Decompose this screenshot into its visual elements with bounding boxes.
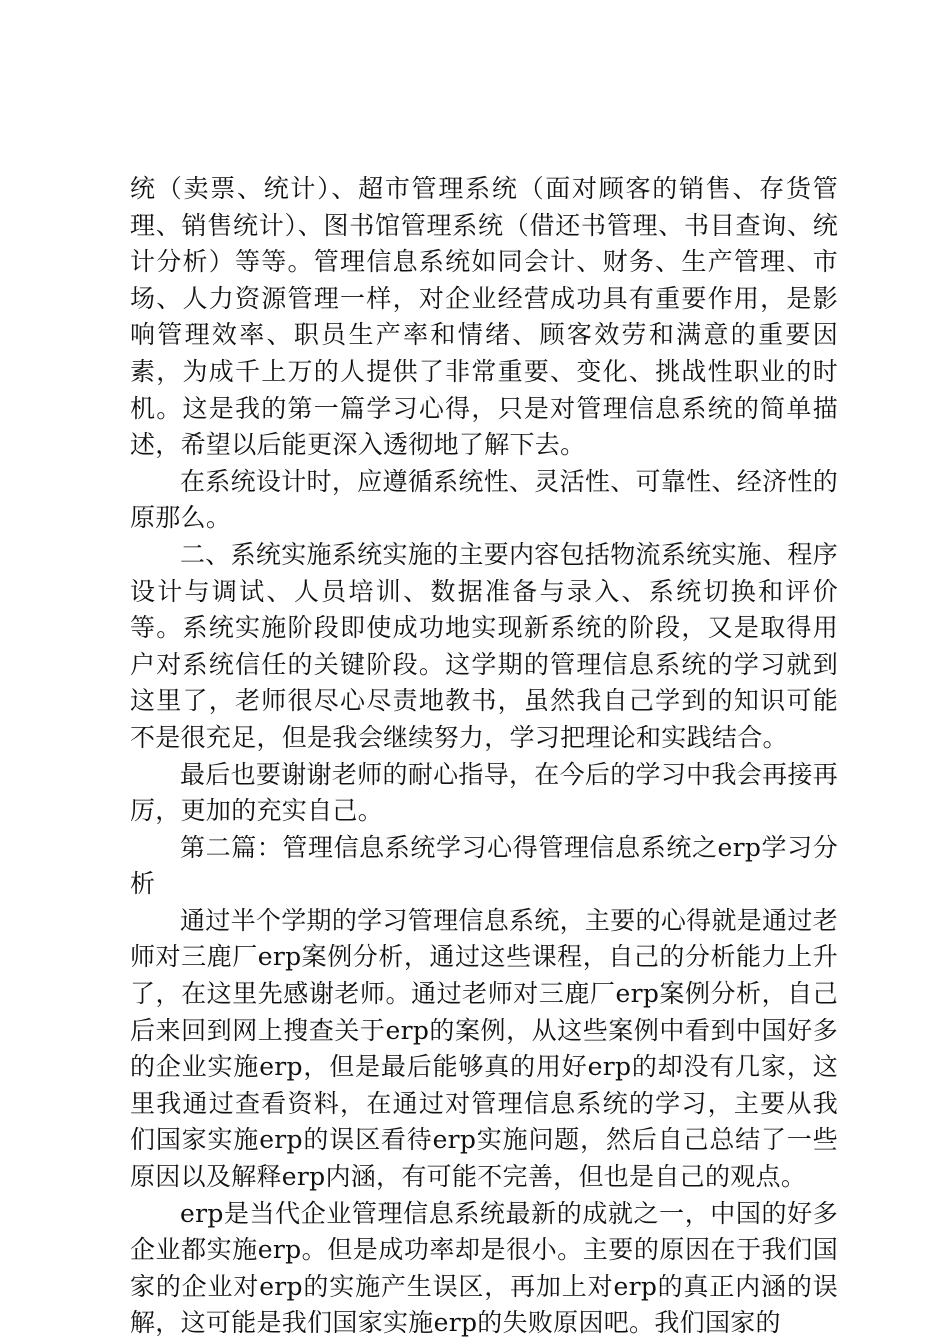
paragraph-erp-case-study: 通过半个学期的学习管理信息系统，主要的心得就是通过老师对三鹿厂erp案例分析，通过这些课程，自己的分析能力上升了，在这里先感谢老师。通过老师对三鹿厂erp案例分析，自己后来回到网上搜查关于erp的案例，从这些案例中看到中国好多的企业实施erp，但是最后能够真的用好erp的却没有几家，这里我通过查看资料，在通过对管理信息系统的学习，主要从我们国家实施erp的误区看待erp实施问题，然后自己总结了一些原因以及解释erp内涵，有可能不完善，但也是自己的观点。 xyxy=(130,905,838,1192)
paragraph-system-implementation: 二、系统实施系统实施的主要内容包括物流系统实施、程序设计与调试、人员培训、数据准备与录入、系统切换和评价等。系统实施阶段即使成功地实现新系统的阶段，又是取得用户对系统信任的关键阶段。这学期的管理信息系统的学习就到这里了，老师很尽心尽责地教书，虽然我自己学到的知识可能不是很充足，但是我会继续努力，学习把理论和实践结合。 xyxy=(130,539,838,752)
section-heading-part-two: 第二篇：管理信息系统学习心得管理信息系统之erp学习分析 xyxy=(130,832,838,899)
paragraph-system-examples: 统（卖票、统计）、超市管理系统（面对顾客的销售、存货管理、销售统计）、图书馆管理系统（借还书管理、书目查询、统计分析）等等。管理信息系统如同会计、财务、生产管理、市场、人力资源管理一样，对企业经营成功具有重要作用，是影响管理效率、职员生产率和情绪、顾客效劳和满意的重要因素，为成千上万的人提供了非常重要、变化、挑战性职业的时机。这是我的第一篇学习心得，只是对管理信息系统的简单描述，希望以后能更深入透彻地了解下去。 xyxy=(130,174,838,460)
paragraph-erp-definition: erp是当代企业管理信息系统最新的成就之一，中国的好多企业都实施erp。但是成功率却是很小。主要的原因在于我们国家的企业对erp的实施产生误区，再加上对erp的真正内涵的误解，这可能是我们国家实施erp的失败原因吧。我们国家的 xyxy=(130,1198,838,1338)
paragraph-thanks: 最后也要谢谢老师的耐心指导，在今后的学习中我会再接再厉，更加的充实自己。 xyxy=(130,759,838,826)
paragraph-system-design-principles: 在系统设计时，应遵循系统性、灵活性、可靠性、经济性的原那么。 xyxy=(130,466,838,533)
document-body xyxy=(130,171,838,1342)
